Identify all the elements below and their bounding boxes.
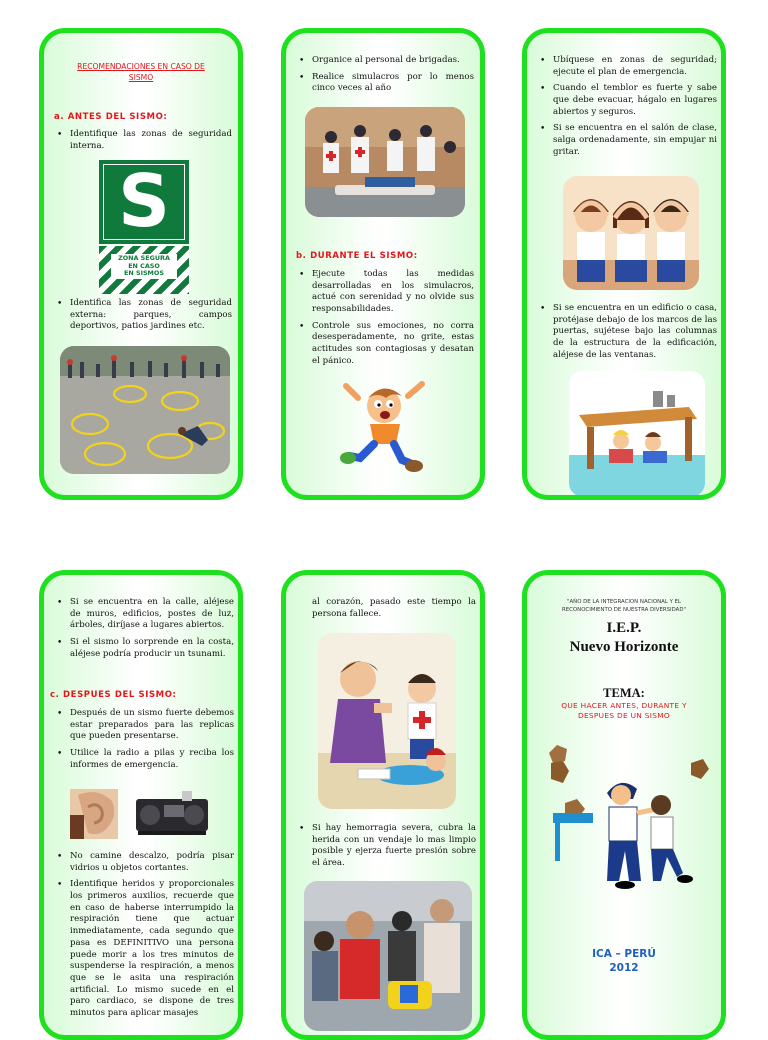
bullet-item: • Identifique las zonas de seguridad interna.: [70, 129, 232, 152]
bullet-list-during: [294, 269, 474, 373]
sign-text-2: EN CASO: [128, 261, 160, 270]
sign-striped-area: [99, 246, 189, 294]
photo-rescue-drill: [305, 107, 465, 217]
illustration-running-kid: [338, 378, 430, 474]
document-title: [44, 61, 238, 84]
bullet-list-before-1: [52, 129, 232, 157]
topic-title: [527, 701, 721, 721]
photo-evacuation: [304, 881, 472, 1031]
bullet-item: • Si se encuentra en un edificio o casa, protéjase debajo de los marcos de las puertas, sujétese bajo las columnas de la estructura de la edificación, aléjese de las ventanas.: [553, 303, 717, 361]
bullet-item: • Si se encuentra en la calle, aléjese de muros, edificios, postes de luz, árboles, diríjase a lugares abiertos.: [70, 597, 234, 632]
section-heading-before: a. ANTES DEL SISMO:: [54, 112, 168, 122]
bullet-list-brigades: [294, 55, 474, 100]
section-heading-during: b. DURANTE EL SISMO:: [296, 251, 418, 261]
bullet-item: • Si se encuentra en el salón de clase, salga ordenadamente, sin empujar ni gritar.: [553, 123, 717, 158]
bullet-list-safety-zones: [535, 55, 717, 164]
sign-text-3: EN SISMOS: [124, 269, 164, 278]
illustration-first-aid: [318, 633, 456, 809]
safe-zone-sign: [99, 160, 189, 294]
illustration-ear-radio: [70, 785, 216, 843]
panel-street-after: [39, 570, 243, 1040]
panel-recommendations-before: [39, 28, 243, 500]
bullet-item: • Realice simulacros por lo menos cinco veces al año: [312, 72, 474, 95]
bullet-item: • Después de un sismo fuerte debemos estar preparados para las replicas que pueden presentarse.: [70, 708, 234, 743]
panel-drills-during: [281, 28, 485, 500]
footer-place: ICA – PERÚ: [592, 948, 656, 960]
sign-text-1: ZONA SEGURA: [118, 254, 170, 262]
bullet-item: • Controle sus emociones, no corra desesperadamente, no grite, estas actitudes son contagiosas y desatan el pánico.: [312, 321, 474, 368]
topic-line-2: DESPUES DE UN SISMO: [577, 710, 671, 720]
panel-first-aid: [281, 570, 485, 1040]
school-name-line-1: I.E.P.: [606, 620, 642, 636]
section-heading-after: c. DESPUES DEL SISMO:: [50, 690, 177, 700]
bullet-list-buildings: [535, 303, 717, 366]
title-line-1: RECOMENDACIONES EN CASO DE: [77, 62, 205, 71]
bullet-item: • Si hay hemorragia severa, cubra la herida con un vendaje lo mas limpio posible y ejerza fuerte presión sobre el área.: [312, 823, 476, 870]
topic-label: TEMA:: [603, 686, 645, 700]
bullet-list-before-2: [52, 298, 232, 338]
footer-year: 2012: [609, 961, 639, 974]
motto-line-2: RECONOCIMIENTO DE NUESTRA DIVERSIDAD": [562, 606, 686, 613]
bullet-item: • Ubíquese en zonas de seguridad; ejecute el plan de emergencia.: [553, 55, 717, 78]
bullet-item: • Si el sismo lo sorprende en la costa, aléjese podría producir un tsunami.: [70, 637, 234, 660]
bullet-list-after-1: [52, 708, 234, 776]
motto-line-1: "AÑO DE LA INTEGRACION NACIONAL Y EL: [567, 599, 681, 605]
bullet-item: • Identifique heridos y proporcionales los primeros auxilios, recuerde que en caso de haberse interrumpido la respiración tiene que actuar inmediatamente, cada segundo que pasa es DEFINITIVO una persona puede morir a los tres minutos de suspenderse la respiración, a menos que se le asita una respiración artificial. Lo mismo sucede en el paro cardiaco, se dispone de tres minutos para aplicar masajes: [70, 879, 234, 1019]
school-name-line-2: Nuevo Horizonte: [569, 638, 679, 655]
illustration-earthquake-kids: [541, 733, 713, 923]
continued-paragraph: al corazón, pasado este tiempo la persona fallece.: [312, 597, 476, 619]
illustration-kids-protecting-heads: [563, 176, 699, 290]
bullet-item: • Identifica las zonas de seguridad externa: parques, campos deportivos, patios jardines etc.: [70, 298, 232, 333]
sign-green-area: [99, 160, 189, 244]
bullet-list-street: [52, 597, 234, 665]
bullet-item: • Utilice la radio a pilas y reciba los informes de emergencia.: [70, 748, 234, 771]
bullet-item: • Cuando el temblor es fuerte y sabe que debe evacuar, hágalo en lugares abiertos y seguros.: [553, 83, 717, 118]
footer-place-year: [527, 948, 721, 975]
bullet-item: • No camine descalzo, podría pisar vidrios u objetos cortantes.: [70, 851, 234, 874]
bullet-list-after-2: [52, 851, 234, 1025]
panel-during-safety: [522, 28, 726, 500]
bullet-list-hemorrhage: [294, 823, 476, 875]
year-motto: [527, 599, 721, 614]
title-line-2: SISMO: [128, 73, 154, 83]
topic-line-1: QUE HACER ANTES, DURANTE Y: [561, 701, 687, 710]
panel-cover: [522, 570, 726, 1040]
illustration-kids-under-table: [569, 371, 705, 497]
bullet-item: • Organice al personal de brigadas.: [312, 55, 474, 67]
photo-schoolyard-drill: [60, 346, 230, 474]
bullet-item: • Ejecute todas las medidas desarrolladas en los simulacros, actué con serenidad y no olvide sus responsabilidades.: [312, 269, 474, 316]
sign-letter: S: [118, 159, 170, 243]
school-name: [527, 619, 721, 657]
